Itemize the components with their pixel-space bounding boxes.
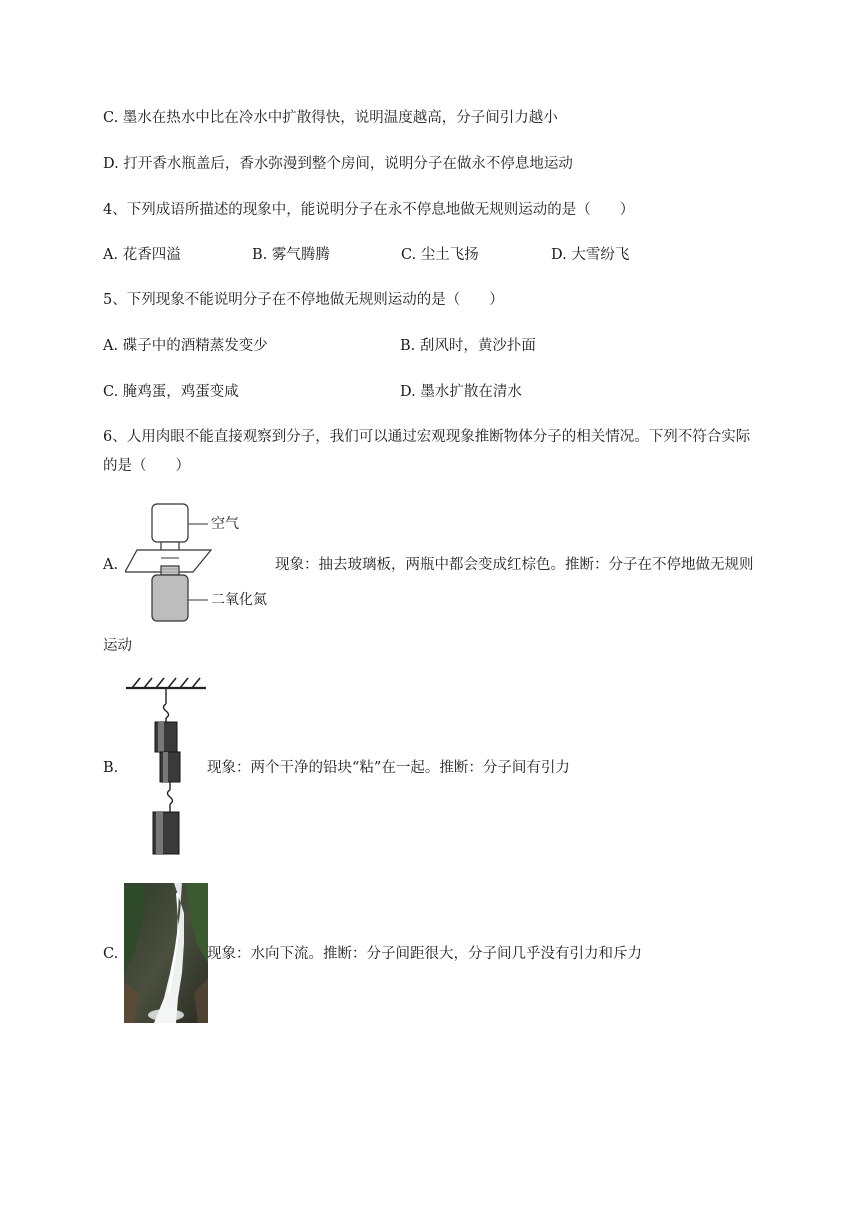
- question-6-stem-line1: 6、人用肉眼不能直接观察到分子，我们可以通过宏观现象推断物体分子的相关情况。下列不符合实际: [103, 429, 751, 445]
- question-6-stem-line2: 的是（ ）: [103, 458, 190, 474]
- q6-option-a-text-wrap: 运动: [103, 638, 132, 654]
- gas-diffusion-bottles-figure: [125, 502, 275, 630]
- q4-option-d[interactable]: D. 大雪纷飞: [551, 247, 630, 263]
- figure-label-nitrogen-dioxide: 二氧化氮: [211, 592, 267, 608]
- q6-option-a-text: 现象：抽去玻璃板，两瓶中都会变成红棕色。推断：分子在不停地做无规则: [275, 557, 754, 573]
- q4-option-a[interactable]: A. 花香四溢: [103, 247, 181, 263]
- waterfall-photo: [124, 883, 208, 1023]
- q6-option-a-letter[interactable]: A.: [103, 557, 119, 573]
- lead-blocks-figure: [122, 676, 212, 858]
- q6-option-c-letter[interactable]: C.: [103, 946, 119, 962]
- q5-option-a[interactable]: A. 碟子中的酒精蒸发变少: [103, 338, 268, 354]
- q4-option-b[interactable]: B. 雾气腾腾: [252, 247, 330, 263]
- q6-option-b-letter[interactable]: B.: [103, 760, 119, 776]
- figure-label-air: 空气: [211, 516, 239, 532]
- q6-option-b-text: 现象：两个干净的铅块“粘”在一起。推断：分子间有引力: [207, 760, 570, 776]
- q3-option-c: C. 墨水在热水中比在冷水中扩散得快，说明温度越高，分子间引力越小: [103, 110, 558, 126]
- q3-option-d: D. 打开香水瓶盖后，香水弥漫到整个房间，说明分子在做永不停息地运动: [103, 156, 573, 172]
- q5-option-b[interactable]: B. 刮风时，黄沙扑面: [400, 338, 536, 354]
- question-4-stem: 4、下列成语所描述的现象中，能说明分子在永不停息地做无规则运动的是（ ）: [103, 202, 635, 218]
- q4-option-c[interactable]: C. 尘土飞扬: [401, 247, 479, 263]
- q5-option-c[interactable]: C. 腌鸡蛋，鸡蛋变咸: [103, 384, 239, 400]
- q5-option-d[interactable]: D. 墨水扩散在清水: [400, 384, 522, 400]
- question-5-stem: 5、下列现象不能说明分子在不停地做无规则运动的是（ ）: [103, 292, 504, 308]
- q6-option-c-text: 现象：水向下流。推断：分子间距很大，分子间几乎没有引力和斥力: [207, 946, 642, 962]
